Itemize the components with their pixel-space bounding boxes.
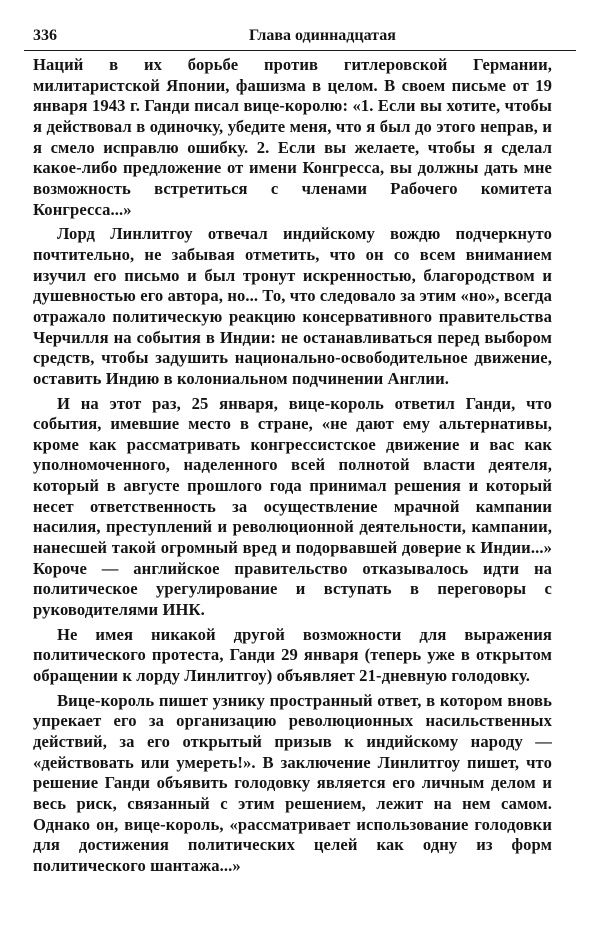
paragraph: Лорд Линлитгоу отвечал индийскому вождю подчеркнуто почтительно, не забывая отметить, что он со всем вниманием изучил его письмо и был тронут искренностью, благородством и душевностью его автора, но... То, что следовало за этим «но», всегда отражало политическую реакцию консервативного правительства Черчилля на события в Индии: не останавливаться перед выбором средств, чтобы задушить национально-освободительное движение, оставить Индию в колониальном подчинении Англии. (33, 224, 552, 388)
paragraph: Наций в их борьбе против гитлеровской Германии, милитаристской Японии, фашизма в целом. В своем письме от 19 января 1943 г. Ганди писал вице-королю: «1. Если вы хотите, чтобы я действовал в одиночку, убедите меня, что я был до этого неправ, и я смело исправлю ошибку. 2. Если вы желаете, чтобы я сделал какое-либо предложение от имени Конгресса, вы должны дать мне возможность встретиться с членами Рабочего комитета Конгресса...» (33, 55, 552, 219)
paragraph: Не имея никакой другой возможности для выражения политического протеста, Ганди 29 января (теперь уже в открытом обращении к лорду Линлитгоу) объявляет 21-дневную голодовку. (33, 624, 552, 686)
running-header (24, 27, 576, 49)
header-rule (24, 50, 576, 51)
body-text (33, 55, 552, 881)
paragraph: И на этот раз, 25 января, вице-король ответил Ганди, что события, имевшие место в стране, «не дают ему альтернативы, кроме как рассматривать конгрессистское движение и вас как уполномоченного, наделенного всей полнотой власти деятеля, который в августе прошлого года принимал решения и который несет ответственность за осуществление мрачной кампании насилия, преступлений и революционной деятельности, кампании, нанесшей такой огромный вред и подорвавшей доверие к Индии...» Короче — английское правительство отказывалось идти на политическое урегулирование и вступать в переговоры с руководителями ИНК. (33, 393, 552, 620)
paragraph: Вице-король пишет узнику пространный ответ, в котором вновь упрекает его за организацию революционных насильственных действий, за его открытый призыв к индийскому народу — «действовать или умереть!». В заключение Линлитгоу пишет, что решение Ганди объявить голодовку является его личным делом и весь риск, связанный с этим решением, лежит на нем самом. Однако он, вице-король, «рассматривает использование голодовки для достижения политических целей как одну из форм политического шантажа...» (33, 690, 552, 875)
chapter-title: Глава одиннадцатая (249, 27, 396, 44)
page-number: 336 (33, 27, 57, 44)
